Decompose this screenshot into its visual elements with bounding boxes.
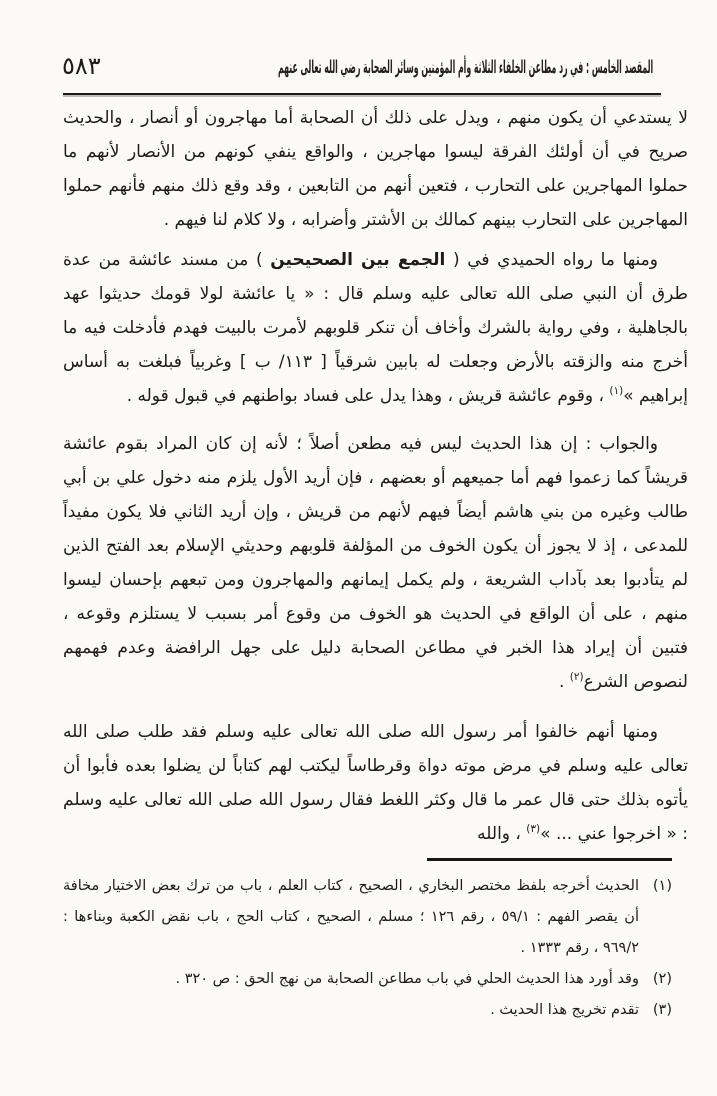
text-run: ومنها أنهم خالفوا أمر رسول الله صلى الله تعالى عليه وسلم فقد طلب صلى الله تعالى عليه وسلم في مرض موته دواة وقرطاساً ليكتب لهم كتاباً لن يضلوا بعده فأبوا أن يأتوه بذلك حتى قال عمر ما قال وكثر اللغط فقال رسول الله صلى الله تعالى عليه وسلم : « اخرجوا عني ... » bbox=[63, 722, 688, 844]
running-title: المقصد الخامس : في رد مطاعن الخلفاء الثلاثة وأم المؤمنين وسائر الصحابة رضي الله تعالى عنهم bbox=[278, 56, 654, 78]
footnote-3 bbox=[63, 995, 672, 1026]
footnote-ref: (٢) bbox=[569, 671, 584, 683]
text-run: الجمع بين الصحيحين bbox=[270, 250, 446, 270]
text-run: ، وقوم عائشة قريش ، وهذا يدل على فساد بواطنهم في قبول قوله . bbox=[126, 386, 610, 406]
text-run: والجواب : إن هذا الحديث ليس فيه مطعن أصلاً ؛ لأنه إن كان المراد بقوم عائشة قريشاً كما زعموا فهم أما جميعهم أو بعضهم ، فإن أريد الأول يلزم منه دخول علي بن أبي طالب وغيره من بني هاشم أيضاً فيهم لأنهم من قريش ، وإن أريد الثاني فلا يكون مفيداً للمدعى ، إذ لا يجوز أن يكون الخوف من المؤلفة قلوبهم وحديثي الإسلام بعد الفتح الذين لم يتأدبوا بعد بآداب الشريعة ، ولم يكمل إيمانهم والمهاجرون ومن تبعهم بإحسان ليسوا منهم ، على أن الواقع في الحديث هو الخوف من وقوع أمر بسبب لا يستلزم وقوعه ، فتبين أن إيراد هذا الخبر في مطاعن الصحابة دليل على جهل الرافضة وعدم فهمهم لنصوص الشرع bbox=[63, 434, 688, 692]
paragraph-2 bbox=[63, 243, 688, 415]
text-run: ، والله bbox=[477, 824, 527, 844]
footnotes-section bbox=[63, 858, 672, 1026]
header-rule bbox=[63, 93, 661, 95]
footnote-marker: (٣) bbox=[652, 1002, 672, 1018]
text-run: . bbox=[558, 672, 570, 692]
footnote-ref: (٣) bbox=[526, 823, 541, 835]
text-run: ) من مسند عائشة من عدة طرق أن النبي صلى الله تعالى عليه وسلم قال : « يا عائشة لولا قومك حديثوا عهد بالجاهلية ، وفي رواية بالشرك وأخاف أن تنكر قلوبهم لأمرت بالبيت فهدم فأدخلت فيه ما أخرج منه والزقته بالأرض وجعلت له بابين شرقياً [ ١١٣/ ب ] وغربياً فبلغت به أساس إبراهيم » bbox=[63, 250, 688, 406]
page-number: ٥٨٣ bbox=[62, 52, 101, 80]
text-run: لا يستدعي أن يكون منهم ، ويدل على ذلك أن الصحابة أما مهاجرون أو أنصار ، والحديث صريح في أن أولئك الفرقة ليسوا مهاجرين ، والواقع ينفي كونهم من الأنصار لأنهم ما حملوا المهاجرين على التحارب ، فتعين أنهم من التابعين ، وقد وقع ذلك منهم فأنهم حملوا المهاجرين على التحارب بينهم كمالك بن الأشتر وأضرابه ، ولا كلام لنا فيهم . bbox=[63, 108, 688, 230]
paragraph-3 bbox=[63, 427, 688, 701]
footnote-text: الحديث أخرجه بلفظ مختصر البخاري ، الصحيح ، كتاب العلم ، باب من ترك بعض الاختيار مخافة أن يقصر الفهم : ٥٩/١ ، رقم ١٢٦ ؛ مسلم ، الصحيح ، كتاب الحج ، باب نقض الكعبة وبناءها : ٩٦٩/٢ ، رقم ١٣٣٣ . bbox=[63, 878, 639, 956]
paragraph-1 bbox=[63, 101, 688, 237]
footnote-marker: (٢) bbox=[652, 971, 672, 987]
footnote-separator bbox=[427, 858, 672, 861]
footnote-list bbox=[63, 871, 672, 1026]
body-text bbox=[63, 101, 688, 853]
footnote-ref: (١) bbox=[609, 385, 624, 397]
text-run: ومنها ما رواه الحميدي في ( bbox=[445, 250, 658, 270]
footnote-2 bbox=[63, 964, 672, 995]
footnote-text: وقد أورد هذا الحديث الحلي في باب مطاعن الصحابة من نهج الحق : ص ٣٢٠ . bbox=[175, 971, 639, 987]
footnote-text: تقدم تخريج هذا الحديث . bbox=[490, 1002, 639, 1018]
paragraph-4 bbox=[63, 715, 688, 853]
footnote-marker: (١) bbox=[652, 878, 672, 894]
footnote-1 bbox=[63, 871, 672, 964]
